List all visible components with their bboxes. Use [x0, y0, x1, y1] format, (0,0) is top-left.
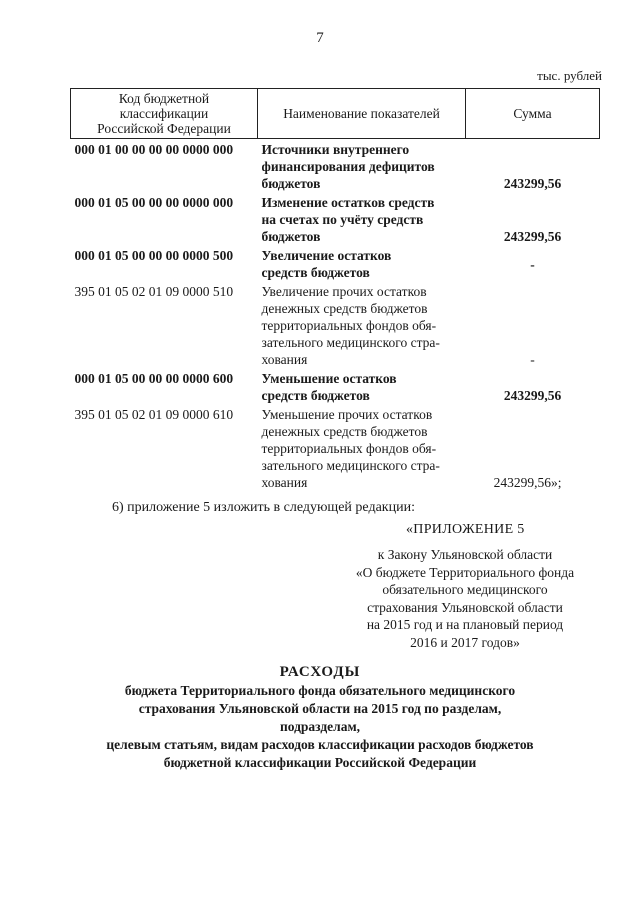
- header-code: Код бюджетной классификации Российской Федерации: [71, 89, 258, 139]
- row-code: 000 01 05 00 00 00 0000 600: [74, 371, 234, 386]
- page-number: 7: [316, 30, 324, 46]
- table-row: [71, 281, 600, 368]
- table-row: [71, 368, 600, 404]
- row-sum: -: [530, 352, 535, 367]
- row-sum: 243299,56»;: [493, 475, 562, 490]
- row-name: Уменьшение остатков средств бюджетов: [261, 371, 397, 403]
- row-code: 395 01 05 02 01 09 0000 510: [74, 284, 234, 299]
- row-code: 000 01 05 00 00 00 0000 000: [74, 195, 234, 210]
- table-row: [71, 192, 600, 245]
- row-name: Увеличение прочих остатков денежных средств бюджетов территориальных фондов обя- зательного медицинского стра- хования: [261, 284, 440, 367]
- row-name: Уменьшение прочих остатков денежных средств бюджетов территориальных фондов обя- зательного медицинского стра- хования: [261, 407, 440, 490]
- row-code: 000 01 00 00 00 00 0000 000: [74, 142, 234, 157]
- sources-table: [70, 88, 600, 491]
- row-name: Источники внутреннего финансирования дефицитов бюджетов: [261, 142, 435, 191]
- header-name: Наименование показателей: [258, 89, 466, 139]
- expenses-heading: РАСХОДЫ: [279, 664, 361, 680]
- table-header-row: [71, 89, 600, 139]
- row-name: Изменение остатков средств на счетах по учёту средств бюджетов: [261, 195, 435, 244]
- row-sum: 243299,56: [503, 388, 562, 403]
- row-code: 395 01 05 02 01 09 0000 610: [74, 407, 234, 422]
- row-sum: 243299,56: [503, 229, 562, 244]
- amendment-text: 6) приложение 5 изложить в следующей редакции:: [112, 500, 415, 515]
- appendix-title: «ПРИЛОЖЕНИЕ 5: [406, 522, 525, 537]
- units-label: тыс. рублей: [537, 68, 602, 83]
- row-name: Увеличение остатков средств бюджетов: [261, 248, 392, 280]
- table-row: [71, 404, 600, 491]
- row-sum: 243299,56: [503, 176, 562, 191]
- row-code: 000 01 05 00 00 00 0000 500: [74, 248, 234, 263]
- header-sum: Сумма: [466, 89, 600, 139]
- table-row: [71, 139, 600, 193]
- row-sum: -: [530, 256, 535, 272]
- table-row: [71, 245, 600, 281]
- expenses-subtitle: бюджета Территориального фонда обязательного медицинского страхования Ульяновской области на 2015 год по разделам, подразделам, целевым статьям, видам расходов классификации расходов бюджетов бюджетной классификации Российской Федерации: [106, 683, 534, 770]
- appendix-law-reference: к Закону Ульяновской области «О бюджете Территориального фонда обязательного медицинского страхования Ульяновской области на 2015 год и на плановый период 2016 и 2017 годов»: [355, 547, 575, 650]
